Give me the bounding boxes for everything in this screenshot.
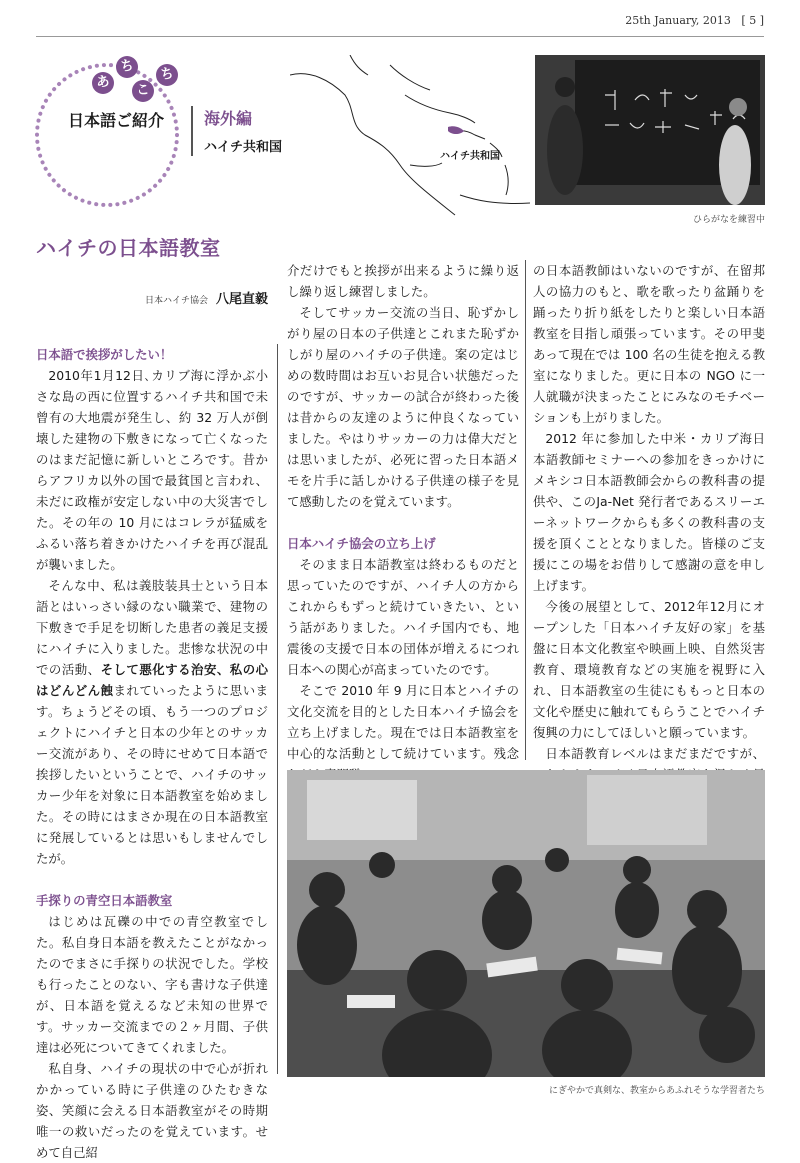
subheading-association: 日本ハイチ協会の立ち上げ (287, 536, 436, 551)
article-column-1 (36, 344, 268, 1163)
article-column-3 (533, 260, 765, 806)
paragraph: 介だけでもと挨拶が出来るように繰り返し繰り返し練習しました。 (287, 263, 519, 299)
hira-badge-ko: こ (132, 80, 154, 102)
hira-badge-chi: ち (116, 56, 138, 78)
section-country: ハイチ共和国 (204, 140, 283, 155)
author-name: 八尾直毅 (215, 292, 268, 307)
map-country-label: ハイチ共和国 (440, 151, 500, 162)
article-title: ハイチの日本語教室 (36, 236, 221, 260)
section-subtitle: 海外編 (204, 109, 253, 128)
page-header (625, 14, 764, 27)
author-organization: 日本ハイチ協会 (144, 296, 208, 306)
paragraph: そしてサッカー交流の当日、恥ずかしがり屋の日本の子供達とこれまた恥ずかしがり屋のハイチの子供達。案の定はじめの数時間はお互いお見合い状態だったのですが、サッカーの試合が終わった後は昔からの友達のように仲良くなっていました。やはりサッカーの力は偉大だとは思いましたが、必死に習った日本語メモを片手に話しかける子供達の様子を見て感動したのを覚えています。 (287, 305, 519, 509)
paragraph: 私自身、ハイチの現状の中で心が折れかかっている時に子供達のひたむきな姿、笑顔に会える日本語教室がその時期唯一の救いだったのを覚えています。せめて自己紹 (36, 1061, 268, 1160)
header-divider (36, 36, 764, 37)
paragraph: そんな中、私は義肢装具士という日本語とはいっさい縁のない職業で、建物の下敷きで手足を切断した患者の義足支援にハイチに入りました。悲惨な状況の中での活動、そして悪化する治安、私の心はどんどん蝕まれていったように思います。ちょうどその頃、もう一つのプロジェクトにハイチと日本の少年とのサッカー交流があり、その時にせめて日本語で挨拶したいということで、ハイチのサッカー少年を対象に日本語教室を始めました。その時にはまさか現在の日本語教室に発展しているとは思いもしませんでしたが。 (36, 578, 269, 866)
column-rule-2 (525, 260, 526, 760)
section-title: 日本語ご紹介 (68, 111, 165, 130)
article-column-2 (287, 260, 519, 785)
hira-badge-a: あ (92, 72, 114, 94)
paragraph: 日本語教育レベルはまだまだですが、 (545, 746, 765, 761)
top-photo-caption: ひらがなを練習中 (692, 215, 765, 225)
classroom-blackboard-photo (535, 55, 765, 205)
paragraph: 今後の展望として、2012年12月にオープンした「日本ハイチ友好の家」を基盤に日本文化教室や映画上映、自然災害教育、環境教育などの実施を視野に入れ、日本語教室の生徒にももっと日本の文化や歴史に触れてもらうことでハイチ復興の力にしてほしいと願っています。 (533, 599, 765, 740)
paragraph: はじめは瓦礫の中での青空教室でした。私自身日本語を教えたことがなかったのでまさに手探りの状況でした。学校も行ったことのない、字も書けな子供達が、日本語を覚えるなど未知の世界です。サッカー交流までの２ヶ月間、子供達は必死についてきてくれました。 (36, 914, 268, 1055)
issue-date: 25th January, 2013 (625, 14, 731, 27)
column-rule-1 (277, 344, 278, 1074)
paragraph: の日本語教師はいないのですが、在留邦人の協力のもと、歌を歌ったり盆踊りを踊ったり折り紙をしたりと楽しい日本語教室を目指し頑張っています。その甲斐あって現在では 100 名の生徒を抱える教室になりました。更に日本の NGO に一人就職が決まったことにみなのモチベーションも上がりました。 (533, 263, 765, 425)
paragraph: 2012 年に参加した中米・カリブ海日本語教師セミナーへの参加をきっかけにメキシコ日本語教師会からの教科書の提供や、このJa-Net 発行者であるスリーエーネットワークからも多くの教科書の支援を頂くこととなりました。皆様のご支援にこの場をお借りして感謝の意を申し上げます。 (533, 431, 765, 593)
title-divider (191, 106, 193, 156)
subheading-greeting: 日本語で挨拶がしたい！ (36, 347, 173, 362)
paragraph: 2010年1月12日､カリブ海に浮かぶ小さな島の西に位置するハイチ共和国で未曾有の大地震が発生し、約 32 万人が倒壊した建物の下敷きになって亡くなったのはまだ記憶に新しいところです。昔からアフリカ以外の国で最貧国と言われ、未だに政権が安定しない中の大災害でした。その年の 10 月にはコレラが猛威をふるい落ち着きかけたハイチを再び混乱が襲いました。 (36, 368, 268, 572)
page-number: [ 5 ] (741, 14, 764, 27)
author-line (36, 288, 268, 307)
emphasis-text: そして悪化する治安、私の心はどんどん蝕 (36, 662, 269, 698)
subheading-outdoor-class: 手探りの青空日本語教室 (36, 893, 173, 908)
students-classroom-photo (287, 770, 765, 1077)
caribbean-map (290, 55, 530, 220)
hira-badge-chi2: ち (156, 64, 178, 86)
paragraph: そこで 2010 年 9 月に日本とハイチの文化交流を目的とした日本ハイチ協会を立ち上げました。現在では日本語教室を中心的な活動として続けています。残念 (287, 683, 519, 761)
paragraph: そのまま日本語教室は終わるものだと思っていたのですが、ハイチ人の方からこれからもずっと続けていきたい、という話がありました。ハイチ国内でも、地震後の支援で日本の団体が増えるにつれ日本への関心が高まっていたのです。 (287, 557, 519, 677)
bottom-photo-caption: にぎやかで真剣な、教室からあふれそうな学習者たち (548, 1086, 765, 1096)
